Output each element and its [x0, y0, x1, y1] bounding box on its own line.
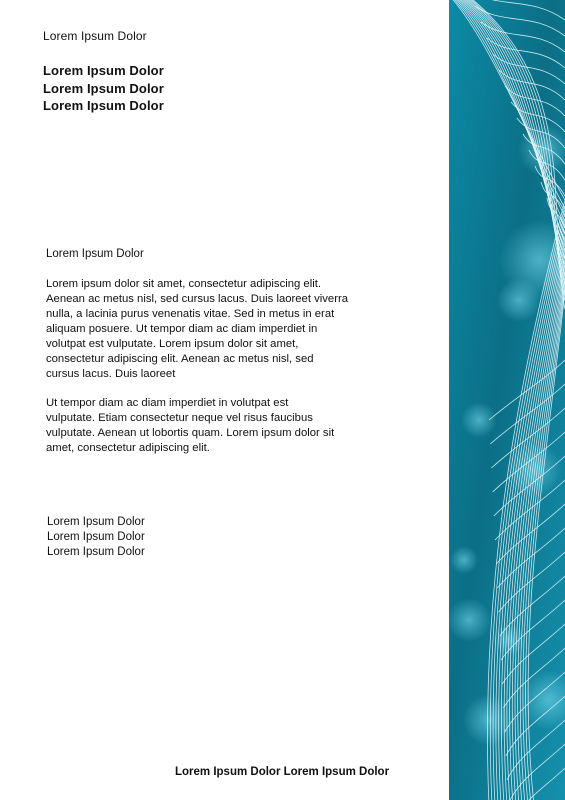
bokeh-light: [449, 598, 491, 642]
signature-line: Lorem Ipsum Dolor: [47, 516, 145, 528]
footer-text: Lorem Ipsum Dolor Lorem Ipsum Dolor: [175, 766, 390, 778]
body-paragraph-2: Ut tempor diam ac diam imperdiet in volutpat est vulputate. Etiam consectetur neque vel risus faucibus vulputate. Aenean ut lobortis quam. Lorem ipsum dolor sit amet, consectetur adipiscing elit.: [46, 397, 335, 454]
body-paragraph-1: Lorem ipsum dolor sit amet, consectetur adipiscing elit. Aenean ac metus nisl, sed cursus lacus. Duis laoreet viverra nulla, a lacinia purus venenatis vitae. Sed in metus in erat aliquam posuere. Ut tempor diam ac diam imperdiet in volutpat est vulputate. Lorem ipsum dolor sit amet, consectetur adipiscing elit. Aenean ac metus nisl, sed cursus lacus. Duis laoreet: [46, 278, 349, 380]
bokeh-light: [497, 278, 541, 322]
heading-line: Lorem Ipsum Dolor: [43, 98, 164, 113]
signature-block: [47, 515, 247, 560]
sender-line: Lorem Ipsum Dolor: [43, 29, 147, 43]
bokeh-light: [450, 546, 478, 574]
heading-line: Lorem Ipsum Dolor: [43, 80, 164, 96]
wave-mesh-graphic: [449, 0, 565, 800]
decorative-side-panel: [449, 0, 565, 800]
signature-line: Lorem Ipsum Dolor: [47, 531, 145, 543]
salutation: Lorem Ipsum Dolor: [46, 248, 144, 260]
letterhead-heading: [43, 62, 303, 115]
heading-line: Lorem Ipsum Dolor: [43, 63, 164, 78]
signature-line: Lorem Ipsum Dolor: [47, 546, 145, 558]
bokeh-light: [461, 402, 497, 438]
